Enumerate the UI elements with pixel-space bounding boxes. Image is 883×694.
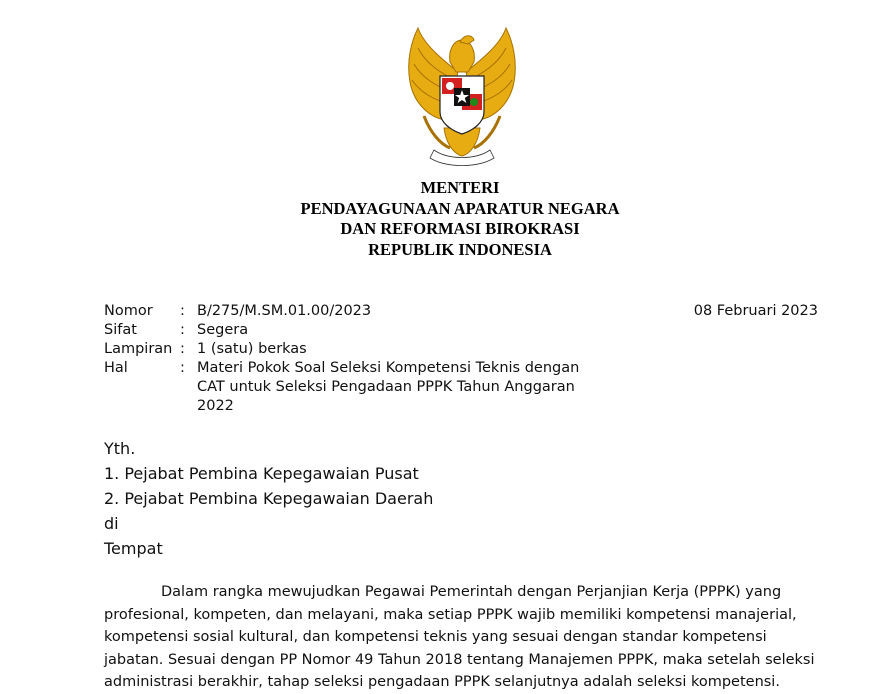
addressee-block	[104, 436, 433, 561]
body-line: jabatan. Sesuai dengan PP Nomor 49 Tahun 2018 tentang Manajemen PPPK, maka setelah seleksi	[104, 651, 815, 668]
meta-label: Sifat	[104, 322, 137, 338]
letterhead-title	[0, 178, 883, 260]
letter-attachment: 1 (satu) berkas	[197, 341, 307, 357]
title-line-ministry: PENDAYAGUNAAN APARATUR NEGARA	[300, 198, 620, 218]
letter-number: B/275/M.SM.01.00/2023	[197, 303, 372, 319]
meta-row-sifat	[104, 321, 589, 340]
body-line: profesional, kompeten, dan melayani, maka setiap PPPK wajib memiliki kompetensi manajerial,	[104, 606, 797, 623]
meta-label: Hal	[104, 360, 128, 376]
addressee-place: Tempat	[104, 539, 163, 558]
greeting: Yth.	[104, 439, 136, 458]
letter-subject: Materi Pokok Soal Seleksi Kompetensi Teknis dengan CAT untuk Seleksi Pengadaan PPPK Tahun Anggaran 2022	[197, 360, 580, 414]
body-line: Dalam rangka mewujudkan Pegawai Pemerintah dengan Perjanjian Kerja (PPPK) yang	[161, 584, 782, 600]
letter-metadata	[104, 302, 589, 416]
meta-label: Lampiran	[104, 341, 173, 357]
body-line: kompetensi sosial kultural, dan kompetensi teknis yang sesuai dengan standar kompetensi	[104, 629, 767, 645]
meta-row-nomor	[104, 302, 589, 321]
recipient-1: 1. Pejabat Pembina Kepegawaian Pusat	[104, 464, 419, 483]
letter-date: 08 Februari 2023	[693, 303, 818, 319]
title-line-ministry-2: DAN REFORMASI BIROKRASI	[340, 219, 580, 238]
meta-colon: :	[180, 322, 185, 338]
meta-colon: :	[180, 303, 185, 319]
title-line-country: REPUBLIK INDONESIA	[368, 239, 552, 259]
meta-row-lampiran	[104, 340, 589, 359]
body-line: administrasi berakhir, tahap seleksi pengadaan PPPK selanjutnya adalah seleksi kompetensi.	[104, 674, 780, 690]
meta-label: Nomor	[104, 303, 153, 319]
recipient-2: 2. Pejabat Pembina Kepegawaian Daerah	[104, 489, 434, 508]
meta-row-hal	[104, 359, 589, 416]
addressee-di: di	[104, 514, 119, 533]
letter-nature: Segera	[197, 322, 249, 338]
title-line-menteri: MENTERI	[420, 178, 500, 197]
meta-colon: :	[180, 360, 185, 376]
meta-colon: :	[180, 341, 185, 357]
garuda-pancasila-emblem	[388, 20, 536, 168]
body-paragraph	[104, 581, 818, 694]
